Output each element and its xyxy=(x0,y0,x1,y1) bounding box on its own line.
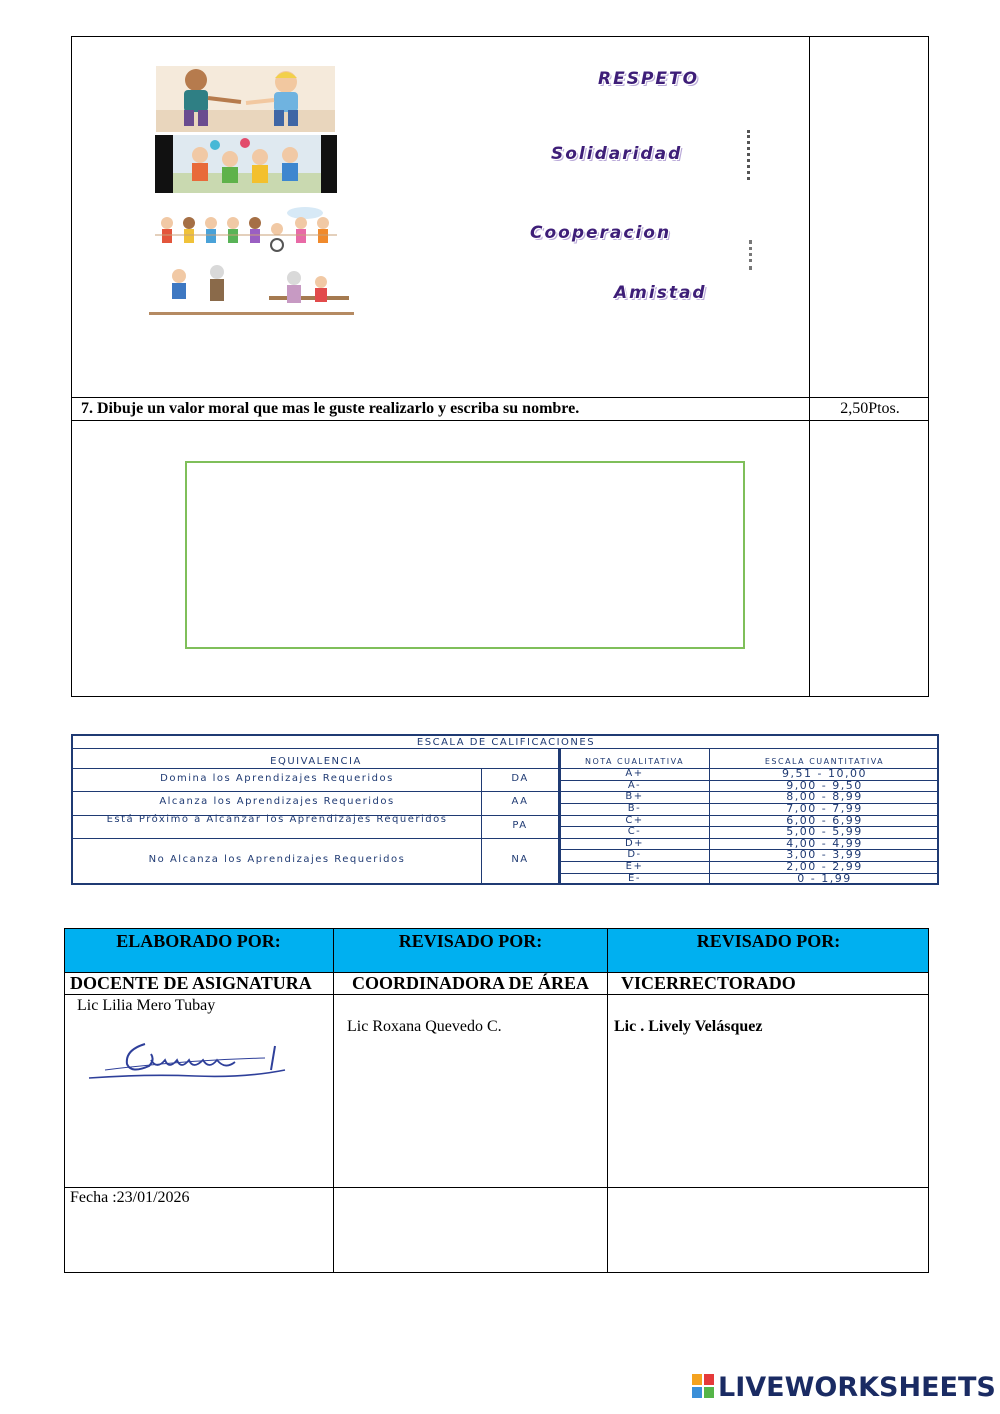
handwritten-signature xyxy=(85,1030,290,1085)
drawing-area[interactable] xyxy=(185,461,745,649)
decorative-mark xyxy=(749,240,755,270)
range-cell: 2,00 - 2,99 xyxy=(786,860,863,873)
table-divider xyxy=(607,928,608,1273)
grade-cell: D+ xyxy=(624,838,645,849)
grade-cell: E+ xyxy=(625,861,644,872)
header-cualitativa: NOTA CUALITATIVA xyxy=(584,757,685,766)
decorative-mark xyxy=(747,130,753,180)
value-word: Solidaridad xyxy=(551,144,683,164)
group-code: AA xyxy=(511,796,529,807)
scale-title: ESCALA DE CALIFICACIONES xyxy=(416,737,596,748)
value-word: RESPETO xyxy=(598,69,700,89)
range-cell: 6,00 - 6,99 xyxy=(786,814,863,827)
table-divider xyxy=(64,994,929,995)
table-divider xyxy=(71,397,929,398)
range-cell: 4,00 - 4,99 xyxy=(786,837,863,850)
picture-cooperation xyxy=(155,205,337,253)
role-vicerrectorado: VICERRECTORADO xyxy=(621,973,796,993)
range-cell: 7,00 - 7,99 xyxy=(786,802,863,815)
picture-friendship xyxy=(149,262,354,317)
picture-solidarity xyxy=(155,135,337,193)
header-equivalencia: EQUIVALENCIA xyxy=(270,756,362,767)
table-divider xyxy=(71,420,929,421)
grade-cell: B+ xyxy=(625,791,644,802)
range-cell: 9,00 - 9,50 xyxy=(786,779,863,792)
date-field: Fecha :23/01/2026 xyxy=(70,1189,190,1206)
question-7-text: 7. Dibuje un valor moral que mas le guste realizarlo y escriba su nombre. xyxy=(81,400,580,417)
liveworksheets-logo-icon xyxy=(692,1374,714,1398)
liveworksheets-logo: LIVEWORKSHEETS xyxy=(718,1372,996,1403)
group-label: Domina los Aprendizajes Requeridos xyxy=(160,773,394,784)
grade-cell: C+ xyxy=(625,815,644,826)
group-label: No Alcanza los Aprendizajes Requeridos xyxy=(148,854,406,865)
range-cell: 3,00 - 3,99 xyxy=(786,848,863,861)
grade-cell: B- xyxy=(627,803,642,814)
table-divider xyxy=(64,1187,929,1188)
name-docente: Lic Lilia Mero Tubay xyxy=(77,997,216,1014)
picture-respect xyxy=(156,66,335,132)
table-divider xyxy=(809,36,810,697)
grade-cell: A+ xyxy=(625,768,644,779)
name-vicerrectorado: Lic . Lively Velásquez xyxy=(614,1018,763,1035)
grading-scale-table xyxy=(71,734,939,885)
group-code: PA xyxy=(512,820,528,831)
header-elaborado: ELABORADO POR: xyxy=(116,931,281,951)
role-coordinadora: COORDINADORA DE ÁREA xyxy=(352,973,590,993)
range-cell: 9,51 - 10,00 xyxy=(782,767,867,780)
range-cell: 5,00 - 5,99 xyxy=(786,825,863,838)
grade-cell: A- xyxy=(627,780,642,791)
table-divider xyxy=(333,928,334,1273)
group-label: Está Próximo a Alcanzar los Aprendizajes Requeridos xyxy=(106,814,448,825)
group-code: DA xyxy=(511,773,529,784)
header-revisado: REVISADO POR: xyxy=(398,931,543,951)
group-code: NA xyxy=(511,854,529,865)
header-revisado: REVISADO POR: xyxy=(696,931,841,951)
range-cell: 8,00 - 8,99 xyxy=(786,790,863,803)
name-coordinadora: Lic Roxana Quevedo C. xyxy=(347,1018,502,1035)
value-word: Cooperacion xyxy=(530,223,672,243)
grade-cell: D- xyxy=(627,849,642,860)
grade-cell: E- xyxy=(628,873,641,884)
question-7-points: 2,50Ptos. xyxy=(840,400,900,417)
range-cell: 0 - 1,99 xyxy=(797,872,852,885)
grade-cell: C- xyxy=(627,826,642,837)
role-docente: DOCENTE DE ASIGNATURA xyxy=(70,973,312,993)
group-label: Alcanza los Aprendizajes Requeridos xyxy=(159,796,395,807)
value-word: Amistad xyxy=(614,283,707,303)
header-cuantitativa: ESCALA CUANTITATIVA xyxy=(764,757,885,766)
